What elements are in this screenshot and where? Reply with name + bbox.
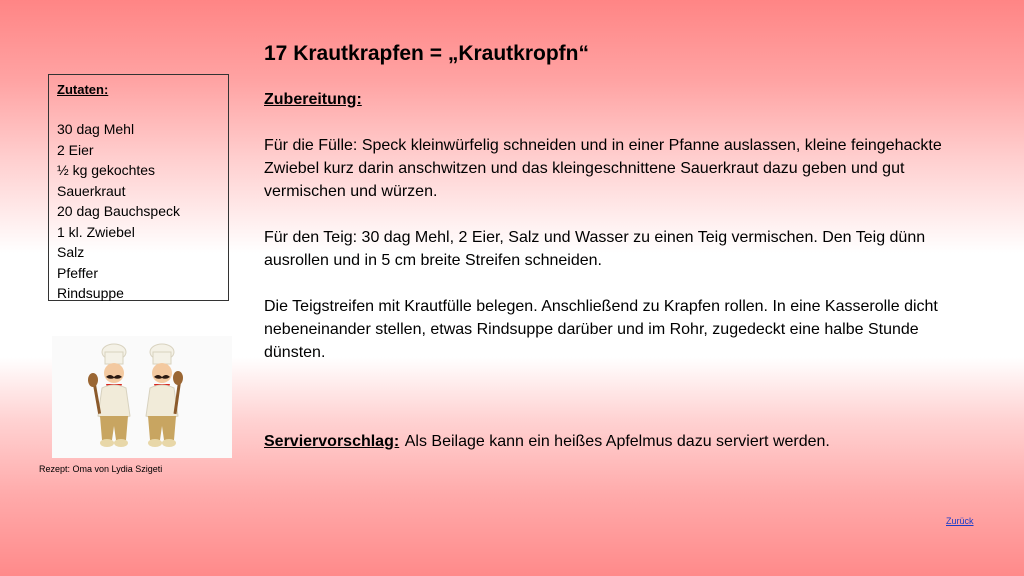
serving-heading: Serviervorschlag: <box>264 433 400 450</box>
ingredient-item: Pfeffer <box>57 264 98 281</box>
preparation-section <box>264 88 984 387</box>
back-link[interactable]: Zurück <box>946 516 974 526</box>
ingredient-item: ½ kg gekochtes <box>57 162 156 178</box>
ingredient-item: Sauerkraut <box>57 182 126 199</box>
serving-suggestion <box>264 433 830 451</box>
page-title: 17 Krautkrapfen = „Krautkropfn“ <box>264 42 589 65</box>
ingredient-item: 30 dag Mehl <box>57 121 135 137</box>
recipe-credit: Rezept: Oma von Lydia Szigeti <box>39 464 163 474</box>
chef-figurines-image <box>52 336 232 458</box>
serving-text: Als Beilage kann ein heißes Apfelmus dazu serviert werden. <box>404 433 830 450</box>
ingredient-item: Rindsuppe <box>57 285 124 301</box>
ingredient-item: Salz <box>57 244 85 260</box>
preparation-step: Die Teigstreifen mit Krautfülle belegen. Anschließend zu Krapfen rollen. In eine Kasserolle dicht nebeneinander stellen, etwas Rindsuppe darüber und im Rohr, zugedeckt eine halbe Stunde dünsten. <box>264 298 938 361</box>
chef-figurine-left <box>88 344 130 447</box>
preparation-heading: Zubereitung: <box>264 91 362 108</box>
preparation-step: Für den Teig: 30 dag Mehl, 2 Eier, Salz und Wasser zu einen Teig vermischen. Den Teig dünn ausrollen und in 5 cm breite Streifen schneiden. <box>264 229 926 269</box>
ingredient-item: 20 dag Bauchspeck <box>57 203 180 219</box>
ingredients-heading: Zutaten: <box>57 82 109 97</box>
ingredient-item: 1 kl. Zwiebel <box>57 223 135 240</box>
chef-figurine-right <box>146 344 183 447</box>
ingredients-box <box>48 74 229 301</box>
ingredients-list <box>57 119 228 304</box>
preparation-step: Für die Fülle: Speck kleinwürfelig schneiden und in einer Pfanne auslassen, kleine feingehackte Zwiebel kurz darin anschwitzen und das kleingeschnittene Sauerkraut dazu geben und gut vermischen und würzen. <box>264 137 942 200</box>
chef-figurines-icon <box>52 336 232 458</box>
ingredient-item: 2 Eier <box>57 141 94 158</box>
